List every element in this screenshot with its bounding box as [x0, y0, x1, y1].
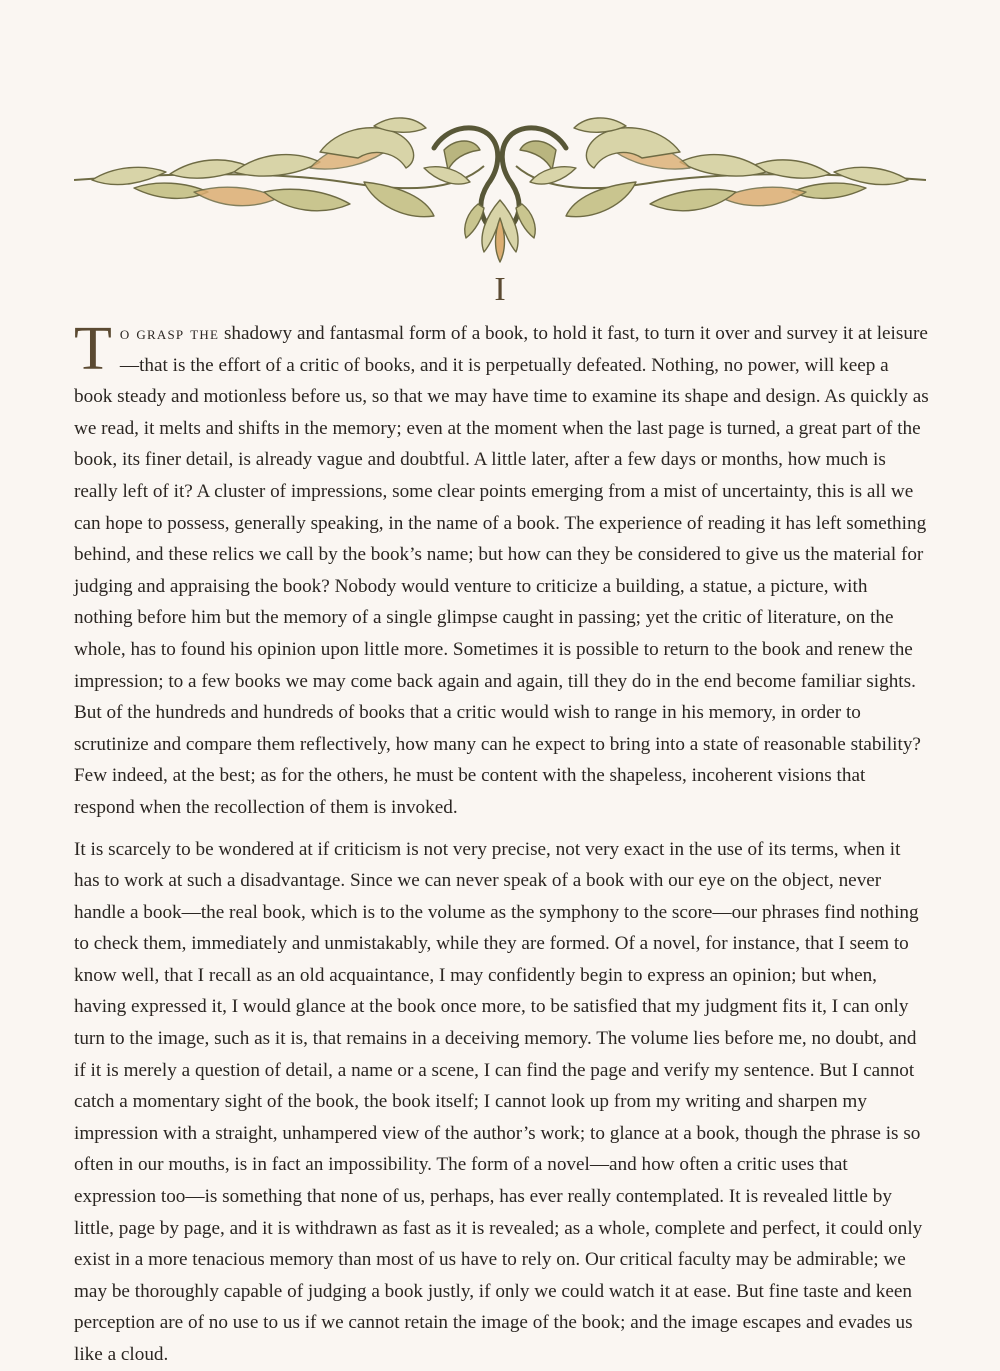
paragraph-1-text: shadowy and fantasmal form of a book, to hold it fast, to turn it over and survey it at leisure—that is the effort of a critic of books, and it is perpetually defeated. Nothing, no power, will keep a book steady and motionless before us, so that we may have time to examine its shape and design. As quickly as we read, it melts and shifts in the memory; even at the moment when the last page is turned, a great part of the book, its finer detail, is already vague and doubtful. A little later, after a few days or months, how much is really left of it? A cluster of impressions, some clear points emerging from a mist of uncertainty, this is all we can hope to possess, generally speaking, in the name of a book. The experience of reading it has left something behind, and these relics we call by the book’s name; but how can they be considered to give us the material for judging and appraising the book? Nobody would venture to criticize a building, a statue, a picture, with nothing before him but the memory of a single glimpse caught in passing; yet the critic of literature, on the whole, has to found his opinion upon little more. Sometimes it is possible to return to the book and renew the impression; to a few books we may come back again and again, till they do in the end become familiar sights. But of the hundreds and hundreds of books that a critic would wish to range in his memory, in order to scrutinize and compare them reflectively, how many can he expect to bring into a state of reasonable stability? Few indeed, at the best; as for the others, he must be content with the shapeless, incoherent visions that respond when the recollection of them is invoked.: [74, 323, 929, 818]
chapter-numeral: I: [494, 271, 506, 308]
paragraph-1: [74, 315, 930, 824]
body-text: [74, 315, 930, 1371]
paragraph-2: It is scarcely to be wondered at if criticism is not very precise, not very exact in the use of its terms, when it has to work at such a disadvantage. Since we can never speak of a book with our eye on the object, never handle a book—the real book, which is to the volume as the symphony to the score—our phrases find nothing to check them, immediately and unmistakably, while they are formed. Of a novel, for instance, that I seem to know well, that I recall as an old acquaintance, I may confidently begin to express an opinion; but when, having expressed it, I would glance at the book once more, to be satisfied that my judgment fits it, I can only turn to the image, such as it is, that remains in a deceiving memory. The volume lies before me, no doubt, and if it is merely a question of detail, a name or a scene, I can find the page and verify my sentence. But I cannot catch a momentary sight of the book, the book itself; I cannot look up from my writing and sharpen my impression with a straight, unhampered view of the author’s work; to glance at a book, though the phrase is so often in our mouths, is in fact an impossibility. The form of a novel—and how often a critic uses that expression too—is something that none of us, perhaps, has ever really contemplated. It is revealed little by little, page by page, and it is withdrawn as fast as it is revealed; as a whole, complete and perfect, it could only exist in a more tenacious memory than most of us have to rely on. Our critical faculty may be admirable; we may be thoroughly capable of judging a book justly, if only we could watch it at ease. But fine taste and keen perception are of no use to us if we cannot retain the image of the book; and the image escapes and evades us like a cloud.: [74, 838, 923, 1365]
lead-in-small-caps: o grasp the: [119, 323, 220, 344]
acanthus-scroll-ornament-icon: [74, 108, 926, 264]
drop-cap: T: [74, 315, 112, 383]
